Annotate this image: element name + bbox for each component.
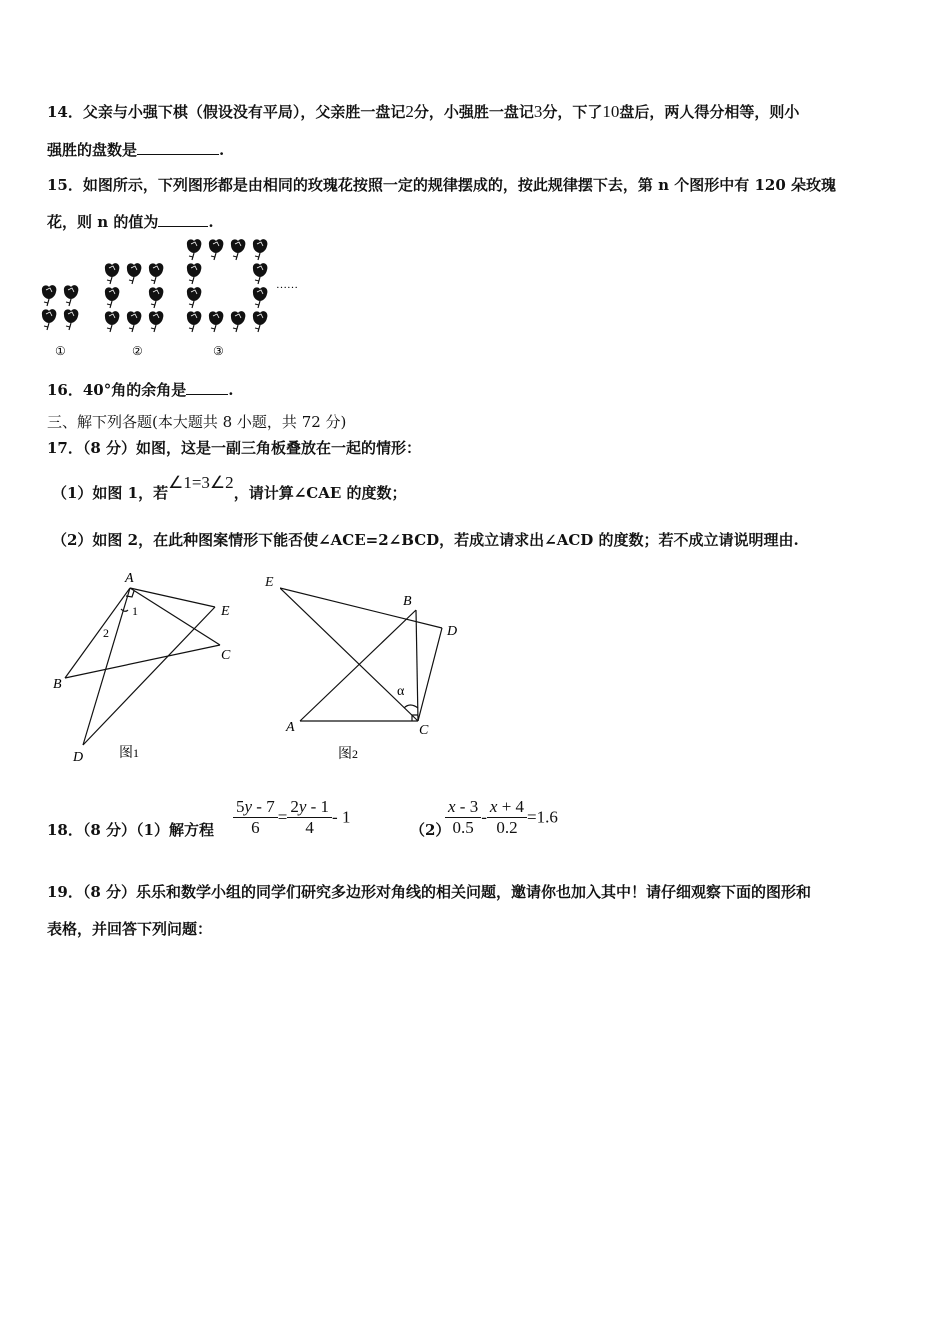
q18-equation-2: $\frac{x - 3}{0.5}$ - $\frac{x + 4}{0.2}$ =1.6 [445, 797, 558, 838]
fig2-line-DC [418, 628, 442, 721]
fig2-label-C: C [419, 723, 429, 738]
q18-equation-1: $\frac{5y - 7}{6}$ = $\frac{2y - 1}{4}$ - 1 [233, 797, 350, 838]
fig1-angle-arc [121, 609, 128, 611]
fig1-line-BC [65, 645, 220, 678]
q15-line2: 花，则 n 的值为 . [47, 213, 214, 231]
fig2-line-AB [300, 610, 416, 721]
fig2-caption: 图2 [338, 747, 358, 762]
q14-line1: 14．父亲与小强下棋（假设没有平局），父亲胜一盘记2分，小强胜一盘记3分，下了10盘后，两人得分相等，则小 [47, 102, 800, 121]
fig1-label-D: D [73, 750, 84, 765]
q17-part1: （1）如图 1，若∠1=3∠2，请计算∠CAE 的度数； [52, 473, 407, 502]
fig2-line-BC [416, 610, 418, 721]
fig2-angle-arc [404, 705, 418, 708]
q18-prefix: 18．（8 分）（1）解方程 [47, 821, 214, 839]
q17-stem: 17．（8 分）如图，这是一副三角板叠放在一起的情形： [47, 439, 422, 457]
q15-line1: 15．如图所示，下列图形都是由相同的玫瑰花按照一定的规律摆成的，按此规律摆下去，第 n 个图形中有 120 朵玫瑰 [47, 176, 836, 194]
q18-part2-label: （2） [410, 821, 451, 839]
fig2-label-alpha: α [397, 684, 405, 699]
q16-line: 16．40°角的余角是 . [47, 381, 234, 399]
fig1-label-B: B [53, 677, 62, 692]
fig2-line-EC [280, 588, 418, 721]
fig1-line-AD [83, 588, 130, 745]
q17-angle-formula: ∠1=3∠2 [168, 473, 234, 492]
fig2-label-E-text: E [265, 575, 274, 590]
rose-figure-1 [42, 285, 79, 330]
eq2-fraction-left: $\frac{x - 3}{0.5}$ [445, 797, 481, 838]
rose-pattern-figure [40, 236, 330, 361]
rose-label-2: ② [132, 344, 143, 358]
triangle-figure-2 [280, 568, 480, 768]
eq2-fraction-right: $\frac{x + 4}{0.2}$ [487, 797, 527, 838]
rose-label-3: ③ [213, 344, 224, 358]
fig1-caption: 图1 [119, 746, 139, 761]
q14-answer-blank[interactable] [137, 140, 219, 155]
q19-line1: 19．（8 分）乐乐和数学小组的同学们研究多边形对角线的相关问题，邀请你也加入其中！请仔细观察下面的图形和 [47, 883, 812, 901]
fig2-line-ED [280, 588, 442, 628]
fig1-label-C: C [221, 648, 231, 663]
fig1-label-E: E [221, 604, 230, 619]
rose-figure-3 [187, 239, 268, 332]
fig2-label-D: D [447, 624, 458, 639]
eq1-fraction-left: $\frac{5y - 7}{6}$ [233, 797, 278, 838]
q15-answer-blank[interactable] [158, 212, 208, 227]
q17-part2: （2）如图 2，在此种图案情形下能否使∠ACE=2∠BCD，若成立请求出∠ACD 的度数；若不成立请说明理由. [52, 531, 799, 549]
triangle-figure-1 [45, 565, 245, 770]
fig2-label-A: A [286, 720, 295, 735]
q14-line2: 强胜的盘数是 . [47, 141, 225, 159]
eq1-fraction-right: $\frac{2y - 1}{4}$ [287, 797, 332, 838]
q19-line2: 表格，并回答下列问题： [47, 920, 213, 938]
rose-figure-2 [105, 263, 164, 332]
fig1-line-AE [130, 588, 215, 607]
fig1-line-AB [65, 588, 130, 678]
fig2-label-B: B [403, 594, 412, 609]
fig1-label-2: 2 [103, 626, 109, 640]
fig1-label-A: A [125, 571, 134, 586]
section-3-title: 三、解下列各题(本大题共 8 小题，共 72 分) [47, 413, 347, 431]
rose-ellipsis: …… [276, 279, 298, 291]
fig1-label-1: 1 [132, 604, 138, 618]
q16-answer-blank[interactable] [186, 380, 228, 395]
rose-label-1: ① [55, 344, 66, 358]
